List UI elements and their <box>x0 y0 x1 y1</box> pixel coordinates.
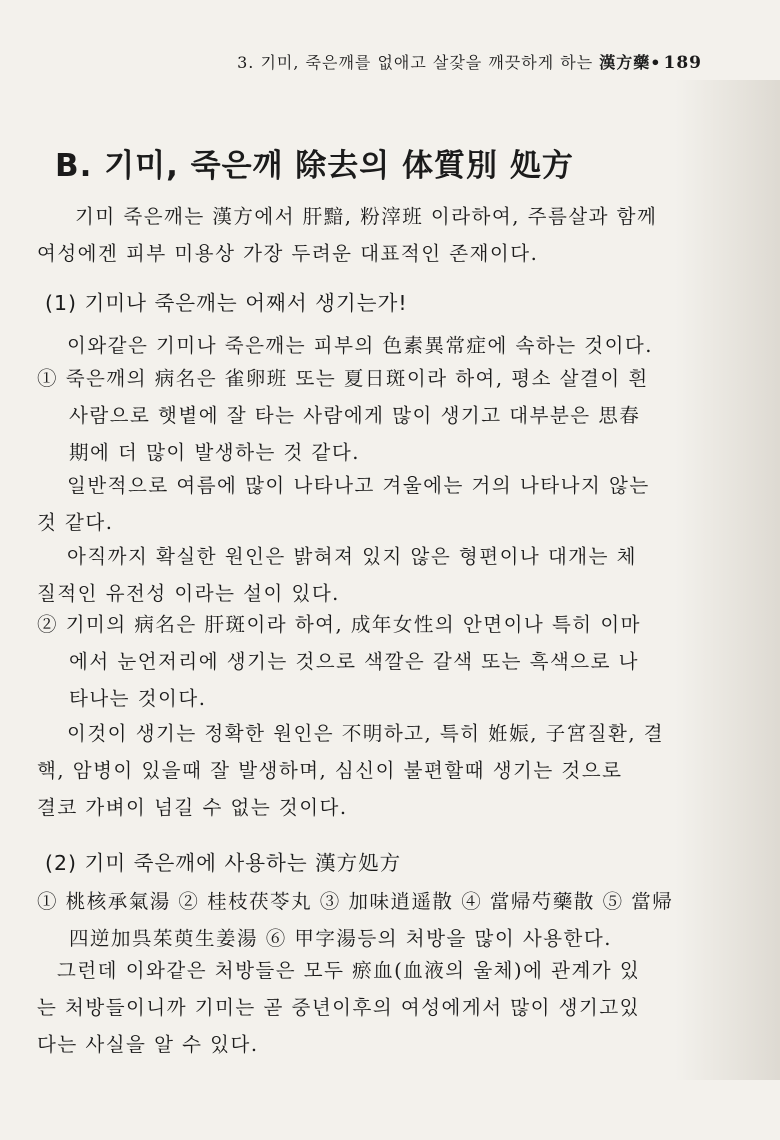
text-line: ② 기미의 病名은 肝斑이라 하여, 成年女性의 안면이나 특히 이마 <box>37 613 642 636</box>
subheading-1: (1) 기미나 죽은깨는 어째서 생기는가! <box>45 291 408 315</box>
text-line: 다는 사실을 알 수 있다. <box>37 1033 259 1056</box>
paragraph-5 <box>37 952 687 1063</box>
facing-page-bleed <box>675 80 780 1080</box>
text-line: 그런데 이와같은 처방들은 모두 瘀血(血液의 울체)에 관계가 있 <box>57 959 641 982</box>
list-item-3 <box>37 883 687 957</box>
text-line: 핵, 암병이 있을때 잘 발생하며, 심신이 불편할때 생기는 것으로 <box>37 759 623 782</box>
text-line: ① 桃核承氣湯 ② 桂枝茯苓丸 ③ 加味逍遥散 ④ 當帰芍藥散 ⑤ 當帰 <box>37 890 674 913</box>
subheading-2: (2) 기미 죽은깨에 사용하는 漢方処方 <box>45 851 402 875</box>
text-line: 일반적으로 여름에 많이 나타나고 겨울에는 거의 나타나지 않는 <box>67 474 650 497</box>
text-line: 결코 가벼이 넘길 수 없는 것이다. <box>37 796 348 819</box>
text-line: 아직까지 확실한 원인은 밝혀져 있지 않은 형편이나 대개는 체 <box>67 545 638 568</box>
text-line: 것 같다. <box>37 511 114 534</box>
text-line: 이와같은 기미나 죽은깨는 피부의 色素異常症에 속하는 것이다. <box>67 334 653 357</box>
text-line: 에서 눈언저리에 생기는 것으로 색깔은 갈색 또는 흑색으로 나 <box>69 650 640 673</box>
running-head <box>0 50 702 73</box>
paragraph-1 <box>37 327 687 364</box>
text-line: 四逆加呉茱萸生姜湯 ⑥ 甲字湯등의 처방을 많이 사용한다. <box>69 927 612 950</box>
text-line: 기미 죽은깨는 漢方에서 肝黯, 粉滓班 이라하여, 주름살과 함께 <box>75 205 658 228</box>
text-line: 이것이 생기는 정확한 원인은 不明하고, 특히 姙娠, 子宮질환, 결 <box>67 722 665 745</box>
intro-paragraph <box>37 198 687 272</box>
text-line: 는 처방들이니까 기미는 곧 중년이후의 여성에게서 많이 생기고있 <box>37 996 640 1019</box>
list-item-1 <box>37 360 687 471</box>
page-number: 189 <box>663 53 702 73</box>
text-line: ① 죽은깨의 病名은 雀卵班 또는 夏日斑이라 하여, 평소 살결이 흰 <box>37 367 649 390</box>
list-item-2 <box>37 606 687 717</box>
text-line: 질적인 유전성 이라는 설이 있다. <box>37 582 340 605</box>
text-line: 사람으로 햇볕에 잘 타는 사람에게 많이 생기고 대부분은 思春 <box>69 404 641 427</box>
text-line: 여성에겐 피부 미용상 가장 두려운 대표적인 존재이다. <box>37 242 539 265</box>
text-line: 期에 더 많이 발생하는 것 같다. <box>69 441 360 464</box>
section-title: B. 기미, 죽은깨 除去의 体質別 処方 <box>55 148 574 184</box>
text-line: 타나는 것이다. <box>69 687 207 710</box>
running-head-text: 3. 기미, 죽은깨를 없애고 살갗을 깨끗하게 하는 <box>237 53 594 72</box>
paragraph-3 <box>37 538 687 612</box>
running-head-bold: 漢方藥• <box>599 53 662 72</box>
paragraph-2 <box>37 467 687 541</box>
paragraph-4 <box>37 715 687 826</box>
